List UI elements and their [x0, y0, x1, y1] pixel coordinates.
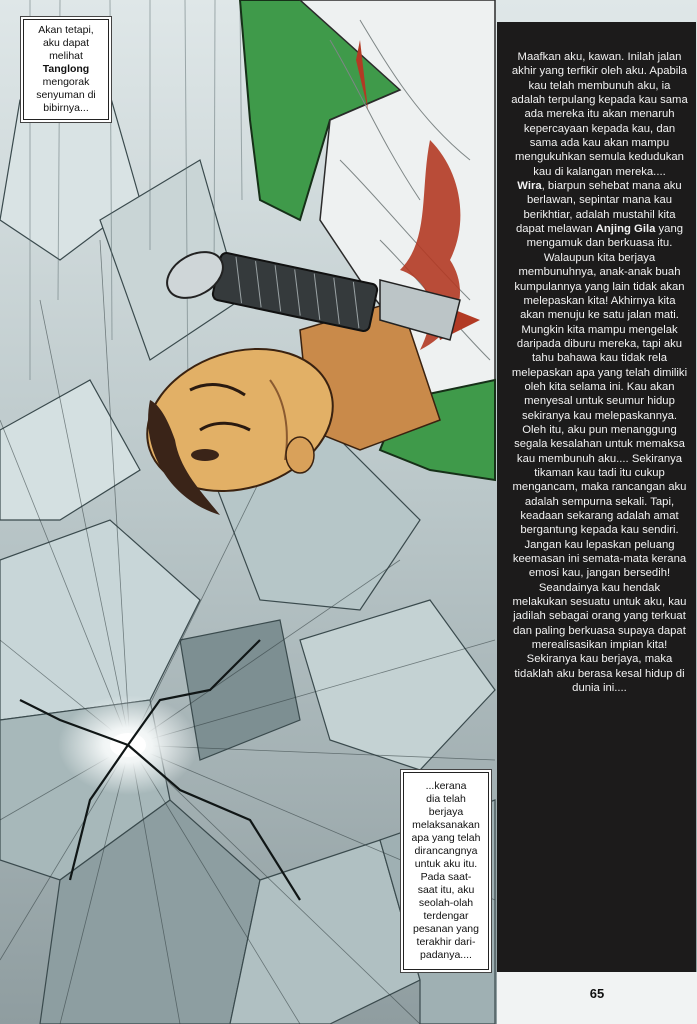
caption-line: untuk aku itu. — [414, 858, 478, 870]
caption-line: mengorak — [42, 76, 90, 88]
caption-line: ...kerana — [425, 780, 467, 792]
monologue-text — [497, 22, 696, 695]
caption-line: Pada saat- — [420, 871, 472, 883]
caption-line: senyuman di — [36, 89, 96, 101]
page-number: 65 — [589, 986, 605, 1001]
name-anjing-gila: Anjing Gila — [595, 223, 656, 236]
monologue-part-1: Maafkan aku, kawan. Inilah jalan akhir yang terfikir oleh aku. Apabila kau telah membunuh aku, ia adalah terpulang kepada kau sama ada mereka itu akan menaruh kepercayaan kepada kau, dan sama ada kau akan mampu mengukuhkan semula kedudukan kau di kalangan mereka.... — [511, 51, 688, 178]
caption-name-tanglong: Tanglong — [42, 63, 90, 75]
caption-line: melaksanakan — [412, 819, 480, 831]
name-wira: Wira — [517, 180, 542, 193]
caption-line: dia telah — [426, 793, 466, 805]
caption-line: Akan tetapi, — [38, 24, 94, 36]
caption-top-left — [23, 19, 109, 120]
monologue-panel — [497, 22, 696, 972]
caption-bottom — [403, 772, 489, 970]
caption-line: padanya.... — [420, 949, 472, 961]
caption-line: apa yang telah — [411, 832, 481, 844]
monologue-part-3: yang mengamuk dan berkuasa itu. Walaupun kita berjaya membunuhnya, anak-anak buah kumpulannya yang lain tidak akan melepaskan kita! Akhirnya kita akan menuju ke satu jalan mati. Mungkin kita mampu mengelak daripada diburu mereka, tapi aku tahu bahawa kau tidak rela melepaskan apa yang telah dimiliki oleh kita selama ini. Kau akan menyesal untuk seumur hidup sekiranya kau melepaskannya. Oleh itu, aku pun menanggung segala kesalahan untuk memaksa kau membunuh aku.... Sekiranya tikaman kau tadi itu cukup mengancam, maka rancangan aku adalah sempurna sekali. Tapi, keadaan sekarang adalah amat bergantung kepada kau sendiri. Jangan kau lepaskan peluang keemasan ini semata-mata kerana emosi kau, jangan bersedih! Seandainya kau hendak melakukan sesuatu untuk aku, kau jadilah sebagai orang yang terkuat dan paling berkuasa supaya dapat merealisasikan impian kita! Sekiranya kau berjaya, maka tidaklah aku berasa kesal hidup di dunia ini.... — [511, 223, 688, 695]
caption-line: dirancangnya — [414, 845, 478, 857]
caption-line: terdengar — [423, 910, 469, 922]
caption-line: seolah-olah — [418, 897, 474, 909]
caption-line: pesanan yang — [413, 923, 479, 935]
caption-line: berjaya — [428, 806, 464, 818]
caption-line: melihat — [49, 50, 83, 62]
caption-line: saat itu, aku — [417, 884, 475, 896]
page-number-area — [497, 972, 697, 1024]
monologue-part-2: , biarpun sehebat mana aku berlawan, sepintar mana kau berikhtiar, adalah mustahil kita dapat melawan — [515, 180, 682, 236]
caption-line: terakhir dari- — [416, 936, 476, 948]
caption-line: aku dapat — [42, 37, 90, 49]
caption-line: bibirnya... — [43, 102, 89, 114]
